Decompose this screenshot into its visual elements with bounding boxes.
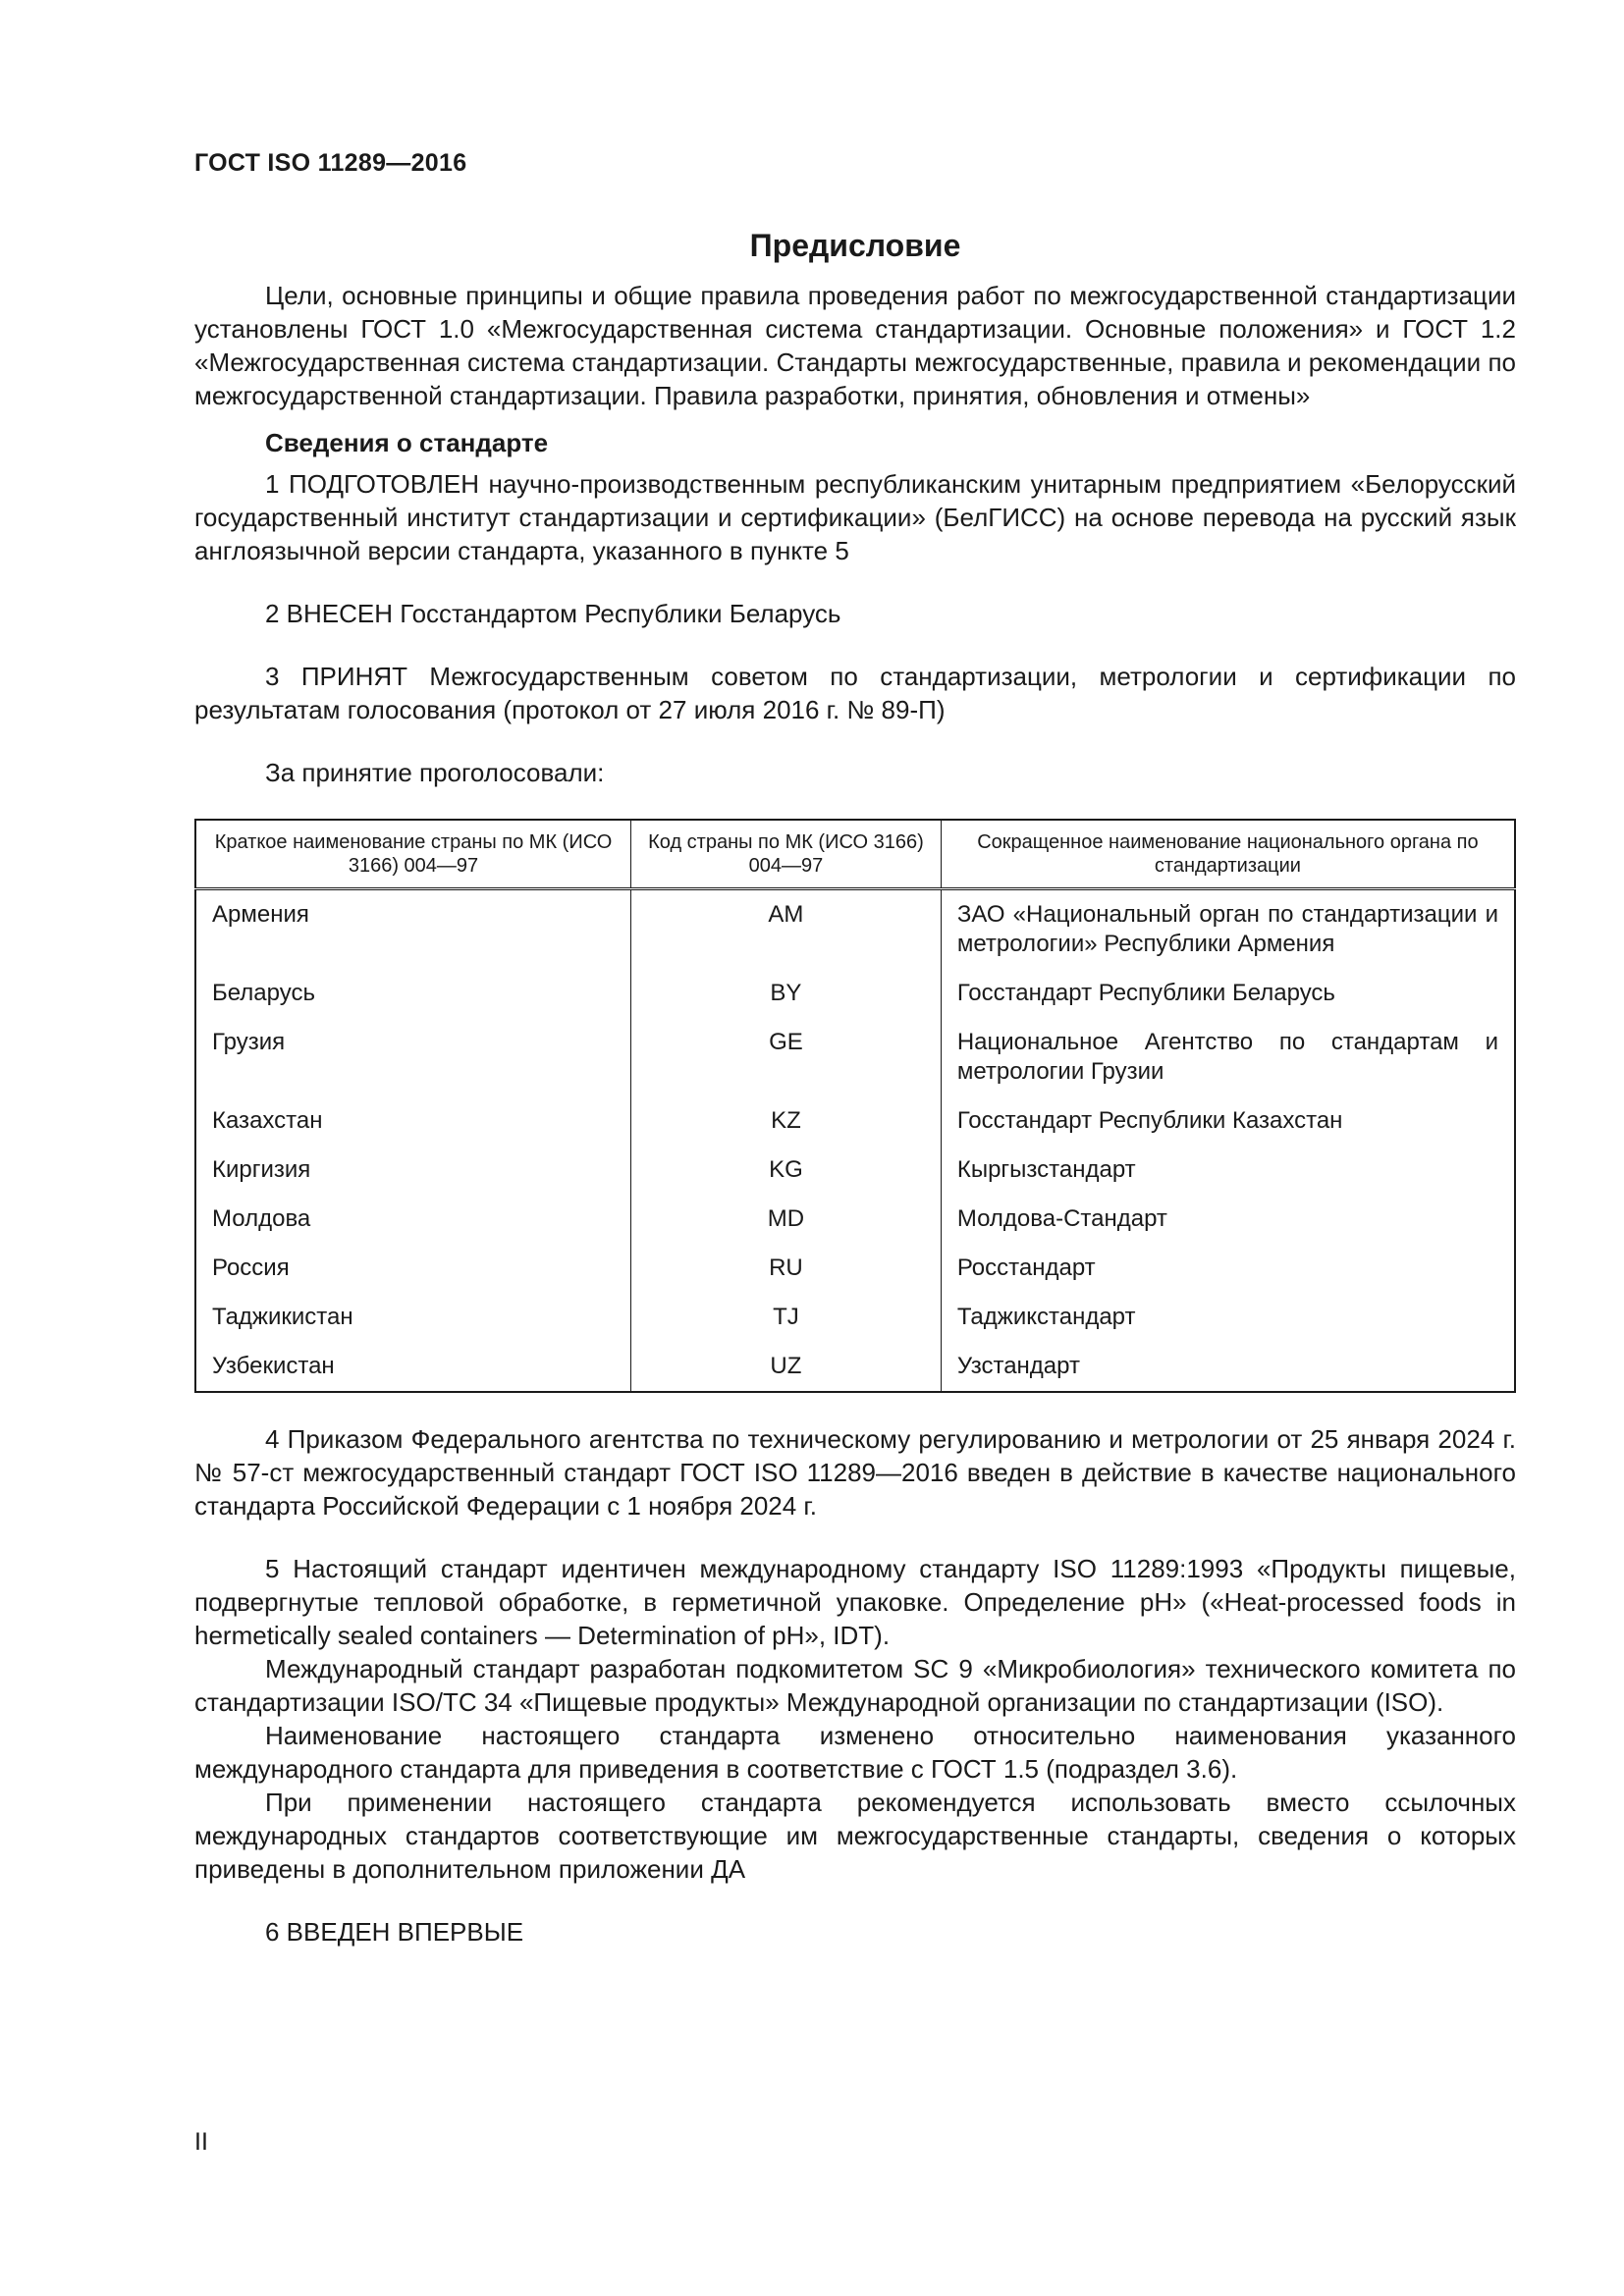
header-country: Краткое наименование страны по МК (ИСО 3166) 004—97 — [195, 820, 631, 889]
item-5-title-change: Наименование настоящего стандарта изменено относительно наименования указанного международного стандарта для приведения в соответствие с ГОСТ 1.5 (подраздел 3.6). — [194, 1721, 1516, 1784]
table-row — [195, 1300, 1515, 1349]
code-cell: AM — [631, 889, 942, 977]
country-cell: Россия — [195, 1251, 631, 1300]
table-row — [195, 1025, 1515, 1103]
header-code: Код страны по МК (ИСО 3166) 004—97 — [631, 820, 942, 889]
item-4-order: 4 Приказом Федерального агентства по техническому регулированию и метрологии от 25 января 2024 г. № 57-ст межгосударственный стандарт ГОСТ ISO 11289—2016 введен в действие в качестве национального стандарта Российской Федерации с 1 ноября 2024 г. — [194, 1424, 1516, 1521]
page-title: Предисловие — [749, 228, 961, 263]
voted-label: За принятие проголосовали: — [265, 758, 605, 787]
table-row — [195, 1103, 1515, 1152]
item-5-developer: Международный стандарт разработан подкомитетом SC 9 «Микробиология» технического комитета по стандартизации ISO/TC 34 «Пищевые продукты» Международной организации по стандартизации (ISO). — [194, 1654, 1516, 1717]
code-cell: GE — [631, 1025, 942, 1103]
country-cell: Грузия — [195, 1025, 631, 1103]
code-cell: TJ — [631, 1300, 942, 1349]
organization-cell: Узстандарт — [956, 1353, 1080, 1379]
foreword-content — [194, 224, 1516, 1949]
item-5-identical: 5 Настоящий стандарт идентичен международному стандарту ISO 11289:1993 «Продукты пищевые, подвергнутые тепловой обработке, в герметичной упаковке. Определение pH» («Heat-processed foods in hermetically sealed containers — Determination of pH», IDT). — [194, 1554, 1516, 1650]
item-3-adopted: 3 ПРИНЯТ Межгосударственным советом по стандартизации, метрологии и сертификации по результатам голосования (протокол от 27 июля 2016 г. № 89-П) — [194, 662, 1516, 724]
section-heading: Сведения о стандарте — [265, 428, 549, 457]
table-row — [195, 1201, 1515, 1251]
page-number: II — [194, 2128, 208, 2156]
table-row — [195, 1152, 1515, 1201]
organization-cell: Молдова-Стандарт — [956, 1205, 1167, 1232]
item-5-references: При применении настоящего стандарта рекомендуется использовать вместо ссылочных международных стандартов соответствующие им межгосударственные стандарты, сведения о которых приведены в дополнительном приложении ДА — [194, 1788, 1516, 1884]
code-cell: MD — [631, 1201, 942, 1251]
table-row — [195, 1251, 1515, 1300]
table-row — [195, 1349, 1515, 1392]
organization-cell: Таджикстандарт — [956, 1304, 1136, 1330]
header-organization: Сокращенное наименование национального органа по стандартизации — [941, 820, 1515, 889]
country-cell: Беларусь — [195, 976, 631, 1025]
intro-paragraph: Цели, основные принципы и общие правила проведения работ по межгосударственной стандартизации установлены ГОСТ 1.0 «Межгосударственная система стандартизации. Основные положения» и ГОСТ 1.2 «Межгосударственная система стандартизации. Стандарты межгосударственные, правила и рекомендации по межгосударственной стандартизации. Правила разработки, принятия, обновления и отмены» — [194, 281, 1516, 410]
organization-cell: Госстандарт Республики Казахстан — [956, 1107, 1343, 1134]
table-row — [195, 976, 1515, 1025]
code-cell: BY — [631, 976, 942, 1025]
country-cell: Таджикистан — [195, 1300, 631, 1349]
organization-cell: Госстандарт Республики Беларусь — [956, 980, 1335, 1006]
document-code-header: ГОСТ ISO 11289—2016 — [194, 149, 467, 177]
country-cell: Армения — [195, 889, 631, 977]
code-cell: KZ — [631, 1103, 942, 1152]
item-2-introduced: 2 ВНЕСЕН Госстандартом Республики Беларусь — [265, 599, 841, 628]
country-cell: Молдова — [195, 1201, 631, 1251]
table-row — [195, 889, 1515, 977]
item-1-prepared: 1 ПОДГОТОВЛЕН научно-производственным республиканским унитарным предприятием «Белорусский государственный институт стандартизации и сертификации» (БелГИСС) на основе перевода на русский язык англоязычной версии стандарта, указанного в пункте 5 — [194, 469, 1516, 565]
country-cell: Узбекистан — [195, 1349, 631, 1392]
code-cell: RU — [631, 1251, 942, 1300]
code-cell: UZ — [631, 1349, 942, 1392]
organization-cell: Национальное Агентство по стандартам и метрологии Грузии — [956, 1029, 1498, 1085]
code-cell: KG — [631, 1152, 942, 1201]
country-cell: Казахстан — [195, 1103, 631, 1152]
organization-cell: ЗАО «Национальный орган по стандартизации и метрологии» Республики Армения — [956, 901, 1498, 957]
country-cell: Киргизия — [195, 1152, 631, 1201]
table-header-row — [195, 820, 1515, 889]
item-6-first-introduced: 6 ВВЕДЕН ВПЕРВЫЕ — [265, 1917, 524, 1947]
organization-cell: Кыргызстандарт — [956, 1156, 1136, 1183]
member-countries-table — [194, 819, 1516, 1393]
organization-cell: Росстандарт — [956, 1255, 1096, 1281]
